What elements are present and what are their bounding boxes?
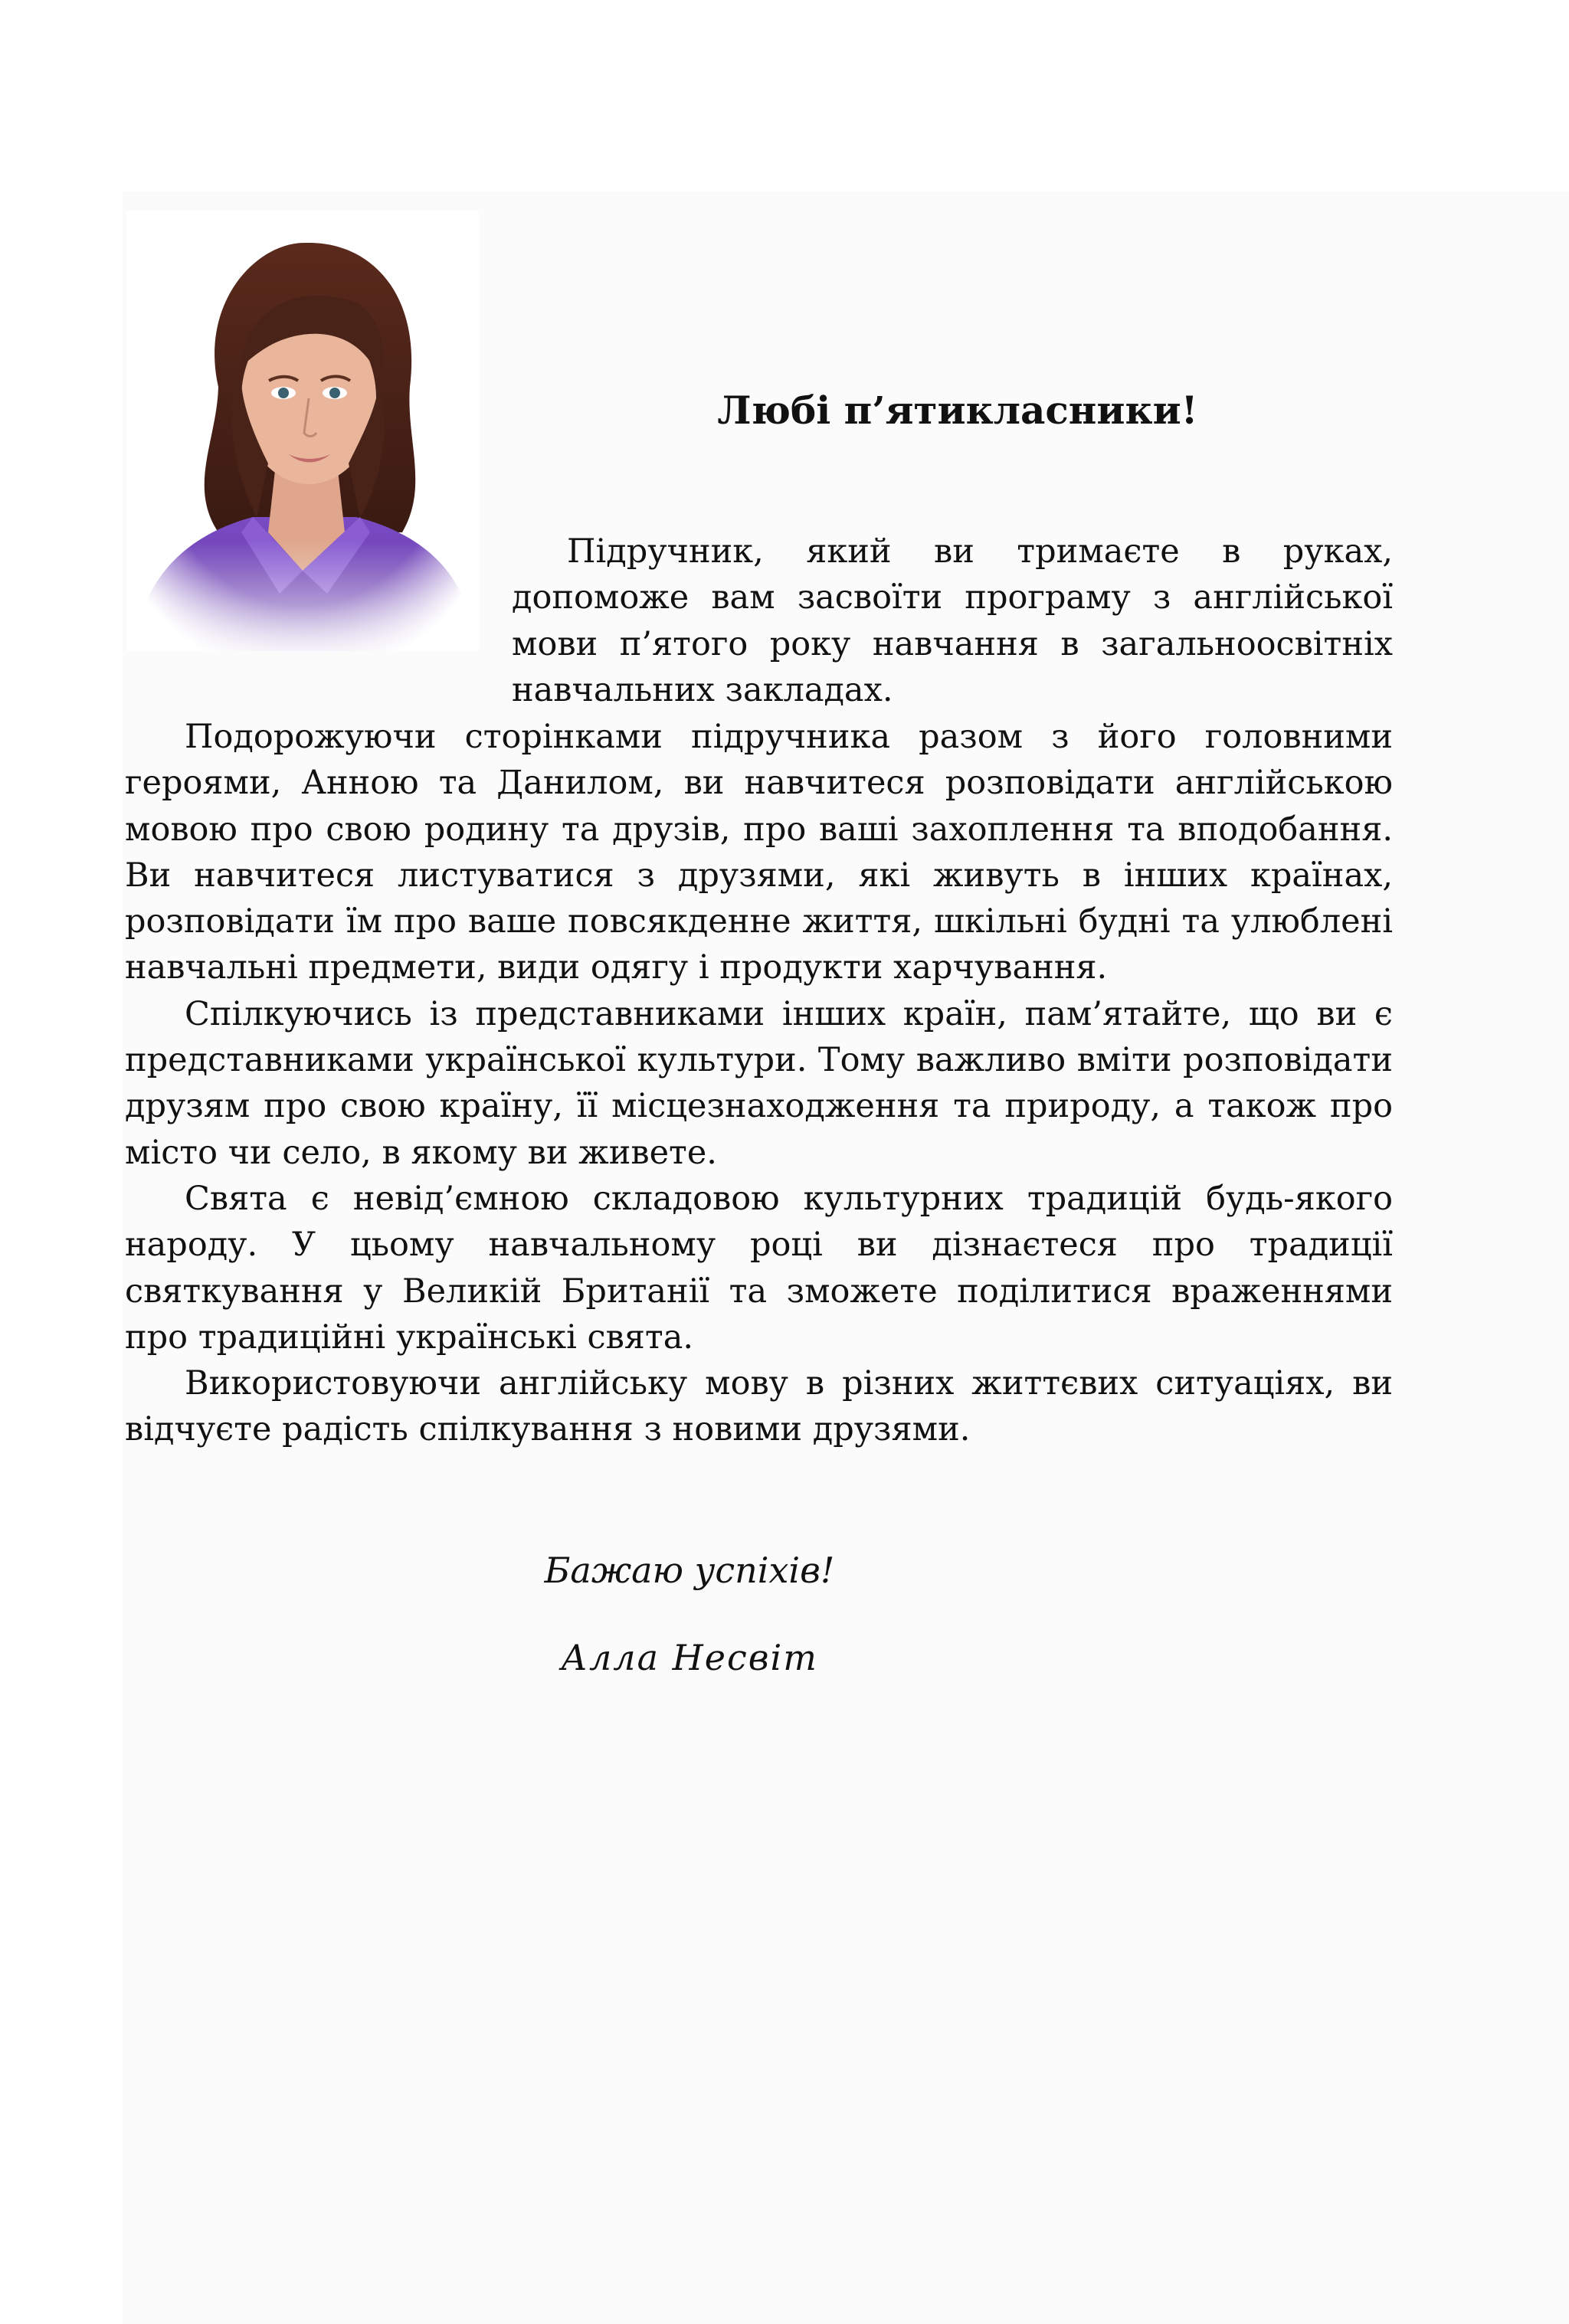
closing-wish: Бажаю успіхів! bbox=[544, 1550, 835, 1591]
paragraph-holidays: Свята є невід’ємною складовою культурних традицій будь-якого народу. У цьому навчальному році ви дізнаєтеся про традиції святкування у Великій Британії та зможете поділитися враженнями про традиційні українські свята. bbox=[125, 1179, 1393, 1357]
paragraph-communication: Використовуючи англійську мову в різних життєвих ситуаціях, ви відчуєте радість спілкування з новими друзями. bbox=[125, 1364, 1393, 1449]
paragraph-culture: Спілкуючись із представниками інших країн, пам’ятайте, що ви є представниками української культури. Тому важливо вміти розповідати друзям про свою країну, її місцезнаходження та природу, а також про місто чи село, в якому ви живете. bbox=[125, 994, 1393, 1172]
intro-paragraph: Підручник, який ви тримаєте в руках, допоможе вам засвоїти програму з англійської мови п’ятого року навчання в загальноосвітніх навчальних закладах. bbox=[512, 532, 1393, 709]
page-heading: Любі п’ятикласники! bbox=[717, 388, 1198, 433]
paragraph-travel: Подорожуючи сторінками підручника разом з його головними героями, Анною та Данилом, ви навчитеся розповідати англійською мовою про свою родину та друзів, про ваші захоплення та вподобання. Ви навчитеся листуватися з друзями, які живуть в інших країнах, розповідати їм про ваше повсякденне життя, шкільні будні та улюблені навчальні предмети, види одягу і продукти харчування. bbox=[125, 718, 1393, 987]
author-portrait bbox=[126, 211, 479, 651]
author-signature: Алла Несвіт bbox=[561, 1637, 818, 1678]
body-text bbox=[125, 714, 1393, 1453]
